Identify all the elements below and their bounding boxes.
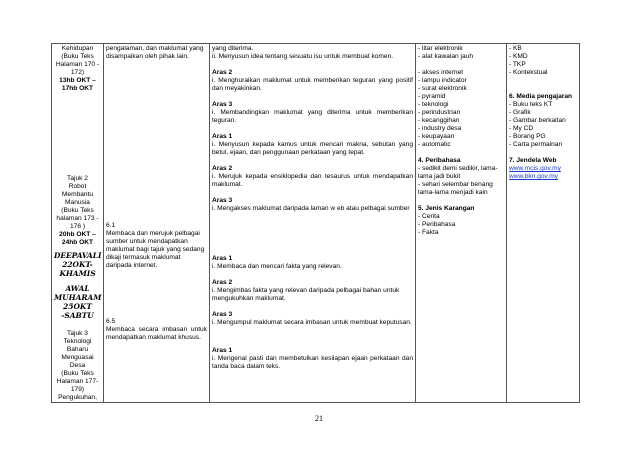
standards-cell [104,44,210,403]
peribahasa-heading: 4. Peribahasa [418,157,461,164]
vocab-item: - perindustrian [418,109,461,116]
holiday-muharam: -SABTU [61,311,94,320]
week2-line: (Buku Teks [61,207,94,214]
week3-line: 179) [70,386,85,393]
week1-line: 172) [70,69,85,76]
media-item: - Borang PG [509,133,546,140]
holiday-muharam: AWAL [65,284,90,293]
week3-line: Baharu [66,346,89,353]
vocab-item: - surat elektronik [418,85,467,92]
media-item: - Gambar berkaitan [509,117,566,124]
week2-line: halaman 173 - [56,215,99,222]
aras-heading: Aras 3 [212,101,233,108]
web-heading: 7. Jendela Web [509,157,557,164]
objective-text: i. Membandingkan maklumat yang diterima untuk memberikan teguran. [212,109,413,124]
aras-heading: Aras 1 [212,133,233,140]
table-row [52,44,580,403]
karangan-item: - Cerita [418,213,440,220]
objective-text: i. Menghuraikan maklumat untuk memberikan teguran yang positif dan meyakinkan. [212,77,413,92]
week1-line: (Buku Teks [61,53,94,60]
objective-text: i. Membaca dan mencari fakta yang relevan. [212,263,342,270]
karangan-item: - Fakta [418,229,439,236]
vocabulary-cell [416,44,507,403]
vocab-item: - akses internet [418,69,464,76]
objective-text: ii. Menyusun idea tentang sesuatu isu untuk membuat komen. [212,53,394,60]
lesson-plan-table [51,43,580,403]
media-item: - Carta permainan [509,141,563,148]
karangan-heading: 5. Jenis Karangan [418,205,475,212]
vocab-item: - litar elektronik [418,45,463,52]
holiday-deepavali: KHAMIS [59,269,96,278]
holiday-muharam: MUHARAM [54,293,102,302]
week1-line: Kehidupan [61,45,94,52]
media-item: - My CD [509,125,534,132]
resource-item: - TKP [509,61,526,68]
objective-text: i. Menyusun kepada kamus untuk mencari makna, sebutan yang betul, ejaan, dan penggunaan perkataan yang tepat. [212,141,413,156]
bkn-link[interactable]: www.bkn.gov.my [509,173,558,180]
week2-line: Membantu [61,191,94,198]
objective-text: i. Mengenal pasti dan membetulkan kesilapan ejaan perkataan dan tanda baca dalam teks. [212,355,413,370]
aras-heading: Aras 2 [212,165,233,172]
media-heading: 6. Media pengajaran [509,93,573,100]
week3-line: Menguasai Desa [61,354,94,369]
vocab-item: - lampu indicator [418,77,467,84]
week3-line: Halaman 177- [56,378,99,385]
week3-line: (Buku Teks [61,370,94,377]
vocab-item: - industry desa [418,125,462,132]
week2-line: Manusia [65,199,90,206]
standard-text: Membaca secara imbasan untuk mendapatkan maklumat khusus. [106,326,207,341]
karangan-item: - Peribahasa [418,221,456,228]
holiday-muharam: 25OKT [63,302,92,311]
objective-text: i. Merujuk kepada ensiklopedia dan tesaurus untuk mendapatkan maklumat. [212,173,413,188]
week3-line: Teknologi [63,338,92,345]
vocab-item: - pyramid [418,93,446,100]
vocab-item: - alat kawalan jauh [418,53,473,60]
aras-heading: Aras 3 [212,311,233,318]
week-cell [52,44,104,403]
media-item: - Buku teks KT [509,101,553,108]
aras-heading: Aras 2 [212,69,233,76]
resource-item: - KMD [509,53,528,60]
vocab-item: - kecanggihan [418,117,460,124]
standard-text: Membaca dan merujuk pelbagai sumber untuk mendapatkan maklumat bagi tajuk yang sedang dikaji termasuk maklumat daripada internet. [106,230,205,269]
page-number: 21 [315,414,323,423]
week2-date: 24hb OKT [61,239,94,246]
week2-line: Robot [68,183,87,190]
objectives-cell [210,44,416,403]
standard-text: pengalaman, dan maklumat yang disampaikan oleh pihak lain. [106,45,204,60]
week1-date: 17hb OKT [61,85,94,92]
objective-text: i. Mengumpul maklumat secara imbasan untuk membuat keputusan. [212,319,412,326]
week2-line: Tajuk 2 [67,175,88,182]
week3-line: Pengukuhan, [58,394,97,401]
vocab-item: - keupayaan [418,133,455,140]
resources-cell [507,44,580,403]
resource-item: - Kontekstual [509,69,548,76]
peribahasa-item: - sehari selembar benang lama-lama menjadi kain [418,181,493,196]
week2-date: 20hb OKT – [59,231,96,238]
peribahasa-item: - sedikit demi sedikir, lama-lama jadi bukit [418,165,498,180]
standard-number: 6.5 [106,318,116,325]
week2-line: 176 ) [69,223,86,230]
holiday-deepavali: 22OKT- [62,260,93,269]
holiday-deepavali: DEEPAVALI [54,251,102,260]
week1-line: Halaman 170 - [55,61,100,68]
mcis-link[interactable]: www.mcis.gov.my [509,165,561,172]
aras-heading: Aras 1 [212,347,233,354]
vocab-item: - teknologi [418,101,449,108]
objective-text: i. Mengimbas fakta yang relevan daripada pelbagai bahan untuk mengukuhkan maklumat. [212,287,400,302]
week1-date: 13hb OKT – [59,77,96,84]
standard-number: 6.1 [106,222,116,229]
media-item: - Grafik [509,109,531,116]
aras-heading: Aras 2 [212,279,233,286]
vocab-item: - automatic [418,141,451,148]
aras-heading: Aras 1 [212,255,233,262]
week3-line: Tajuk 3 [67,330,88,337]
aras-heading: Aras 3 [212,197,233,204]
objective-text: i. Mengakses maklumat daripada laman w eb atau pelbagai sumber [212,205,410,212]
resource-item: - KB [509,45,522,52]
objective-text: yang diterima. [212,45,254,52]
